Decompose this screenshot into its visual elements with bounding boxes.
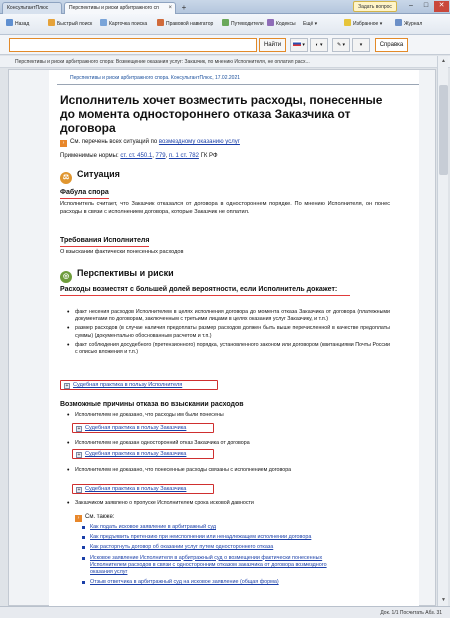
see-also-link[interactable]: Исковое заявление Исполнителя в арбитражный суд о возмещении фактически понесенных Исполнителем расходов в связи с односторонним отказом заказчика от договора возмездного оказания услуг bbox=[90, 554, 327, 576]
scroll-up-icon[interactable]: ▲ bbox=[441, 58, 446, 64]
services-link[interactable]: возмездному оказанию услуг bbox=[158, 139, 240, 145]
list-item: • размер расходов (в случае наличия предоплаты размер расходов должен быть выше перечисленной в качестве предоплаты суммы) (документально обоснованным расчетом и т.п.) bbox=[64, 325, 390, 340]
search-card-button[interactable] bbox=[100, 19, 147, 30]
highlight-icon[interactable]: ✎ ▾ bbox=[332, 38, 350, 52]
header-divider bbox=[57, 84, 419, 85]
tab-label: Перспективы и риски арбитражного сп bbox=[69, 5, 159, 11]
legal-navigator-button[interactable] bbox=[157, 19, 213, 30]
tab-consultant[interactable] bbox=[2, 2, 62, 14]
close-window-icon[interactable]: ✕ bbox=[434, 1, 449, 12]
title-bar bbox=[0, 0, 450, 14]
breadcrumb-bar bbox=[0, 56, 450, 68]
norm-link[interactable]: п. 1 ст. 782 bbox=[168, 153, 199, 159]
ask-question-button[interactable]: Задать вопрос bbox=[353, 1, 397, 12]
star-icon bbox=[344, 19, 351, 26]
guide-icon bbox=[222, 19, 229, 26]
list-prefix: См. перечень всех ситуаций по bbox=[70, 139, 158, 145]
list-item: • Исполнителем не доказан односторонний отказ Заказчика от договора bbox=[64, 440, 390, 447]
see-also-link[interactable]: Отзыв ответчика в арбитражный суд на исковое заявление (общая форма) bbox=[90, 579, 279, 586]
requirements-heading: Требования Исполнителя bbox=[60, 236, 149, 247]
status-bar bbox=[0, 606, 450, 618]
toolbar-label: Журнал bbox=[404, 21, 423, 27]
expand-icon: + bbox=[77, 426, 81, 432]
arrow-right-icon: › bbox=[75, 515, 82, 522]
more-button[interactable]: Ещё ▾ bbox=[303, 21, 318, 27]
practice-link-text[interactable]: Судебная практика в пользу Заказчика bbox=[85, 486, 187, 492]
expand-icon: + bbox=[65, 383, 69, 389]
see-also-list bbox=[82, 524, 332, 589]
list-item: • факт несения расходов Исполнителем в целях исполнения договора до момента отказа Заказчика от договора (платежными документами по договорам, заключенным с третьими лицами в целях оказания услуг Заказчику, и т.п.) bbox=[64, 309, 390, 324]
toolbar-label: Быстрый поиск bbox=[57, 21, 93, 27]
refusal-item-3 bbox=[64, 467, 390, 476]
minimize-icon[interactable]: – bbox=[409, 2, 413, 9]
breadcrumb: Перспективы и риски арбитражного спора: Возмещение оказания услуг: Заказчик, по мнению Исполнителя, не оплатил расх... bbox=[15, 59, 310, 65]
toolbar-label: Правовой навигатор bbox=[166, 21, 214, 27]
back-arrow-icon bbox=[6, 19, 13, 26]
applicable-norms: Применимые нормы: ст. ст. 450.1, 779, п. 1 ст. 782 ГК РФ bbox=[60, 153, 218, 159]
practice-customer-link-3[interactable] bbox=[72, 484, 214, 494]
document-status: Док. 1/1 Посчитать Абз. 31 bbox=[380, 610, 442, 616]
journal-button[interactable] bbox=[395, 19, 422, 30]
find-button[interactable]: Найти bbox=[259, 38, 286, 52]
risks-heading-text: Перспективы и риски bbox=[77, 268, 174, 278]
search-icon bbox=[48, 19, 55, 26]
settings-icon[interactable]: ▾ bbox=[352, 38, 370, 52]
proof-bullets bbox=[64, 309, 390, 358]
toolbar-label: Назад bbox=[15, 21, 30, 27]
codes-icon bbox=[267, 19, 274, 26]
help-button[interactable]: Справка bbox=[375, 38, 408, 52]
favorites-button[interactable]: Избранное ▾ bbox=[344, 19, 382, 30]
new-tab-icon[interactable]: + bbox=[181, 3, 187, 12]
practice-link-text[interactable]: Судебная практика в пользу Исполнителя bbox=[73, 382, 183, 388]
norms-suffix: ГК РФ bbox=[200, 153, 218, 159]
close-tab-icon[interactable]: × bbox=[168, 5, 172, 11]
practice-link-text[interactable]: Судебная практика в пользу Заказчика bbox=[85, 451, 187, 457]
guides-button[interactable] bbox=[222, 19, 264, 30]
norms-prefix: Применимые нормы: bbox=[60, 153, 119, 159]
document-header-line: Перспективы и риски арбитражного спора. КонсультантПлюс, 17.02.2021 bbox=[70, 75, 241, 81]
requirements-text: О взыскании фактически понесенных расходов bbox=[60, 249, 184, 255]
toolbar-label: Ещё bbox=[303, 21, 314, 27]
codes-button[interactable] bbox=[267, 19, 296, 30]
scales-icon: ⚖ bbox=[60, 172, 72, 184]
document-title: Исполнитель хочет возместить расходы, понесенные до момента одностороннего отказа Заказчика от договора bbox=[60, 93, 383, 135]
see-also-link[interactable]: Как подать исковое заявление в арбитражный суд bbox=[90, 524, 217, 530]
practice-customer-link-2[interactable] bbox=[72, 449, 214, 459]
norm-link[interactable]: ст. ст. 450.1 bbox=[120, 153, 153, 159]
text-style-icon[interactable]: ◐ ▾ bbox=[310, 38, 328, 52]
see-also bbox=[75, 513, 114, 522]
expand-icon: + bbox=[77, 452, 81, 458]
list-item: • Исполнителем не доказано, что расходы им были понесены bbox=[64, 412, 390, 419]
list-item[interactable] bbox=[82, 544, 332, 551]
toolbar-label: Путеводители bbox=[231, 21, 264, 27]
situation-heading bbox=[60, 167, 120, 181]
quick-search-button[interactable] bbox=[48, 19, 92, 30]
fabula-text: Исполнитель считает, что Заказчик отказался от договора в одностороннем порядке. По мнению Исполнителя, он понес расходы в связи с исполнением договора, которые Заказчик не оплатил. bbox=[60, 201, 390, 215]
see-also-link[interactable]: Как предъявить претензию при неисполнении или ненадлежащем исполнении договора bbox=[90, 534, 312, 541]
list-item[interactable] bbox=[82, 579, 332, 586]
norm-link[interactable]: 779 bbox=[155, 153, 166, 159]
situations-list-row bbox=[60, 138, 390, 147]
scroll-thumb[interactable] bbox=[439, 85, 448, 175]
toolbar-label: Кодексы bbox=[276, 21, 296, 27]
expand-icon: + bbox=[77, 487, 81, 493]
see-also-link[interactable]: Как расторгнуть договор об оказании услуг путем одностороннего отказа bbox=[90, 544, 274, 551]
refusal-item-1 bbox=[64, 412, 390, 421]
globe-icon: ◎ bbox=[60, 271, 72, 283]
search-input[interactable] bbox=[9, 38, 257, 52]
list-item: • факт соблюдения досудебного (претензионного) порядка, установленного законом или договором (квитанциями Почты России с описью вложения и т.п.) bbox=[64, 342, 390, 357]
card-icon bbox=[100, 19, 107, 26]
practice-customer-link-1[interactable] bbox=[72, 423, 214, 433]
refusal-heading: Возможные причины отказа во взыскании расходов bbox=[60, 401, 244, 408]
refusal-item-4 bbox=[64, 500, 390, 509]
tab-label: КонсультантПлюс bbox=[7, 5, 49, 11]
tab-current-document[interactable] bbox=[64, 2, 176, 14]
fabula-heading: Фабула спора bbox=[60, 188, 109, 199]
situation-heading-text: Ситуация bbox=[77, 169, 120, 179]
arrow-right-icon: › bbox=[60, 140, 67, 147]
list-item[interactable] bbox=[82, 524, 332, 531]
scroll-down-icon[interactable]: ▼ bbox=[441, 597, 446, 603]
see-also-label: См. также: bbox=[85, 514, 115, 520]
list-item: • Заказчиком заявлено о пропуске Исполнителем срока исковой давности bbox=[64, 500, 390, 507]
main-toolbar bbox=[0, 14, 450, 35]
practice-executor-link[interactable] bbox=[60, 380, 218, 390]
list-item[interactable] bbox=[82, 555, 332, 577]
vertical-scrollbar[interactable] bbox=[437, 56, 448, 606]
back-button[interactable] bbox=[6, 19, 29, 30]
navigator-icon bbox=[157, 19, 164, 26]
refusal-item-2 bbox=[64, 440, 390, 449]
toolbar-label: Избранное bbox=[353, 21, 379, 27]
clock-icon bbox=[395, 19, 402, 26]
reimbursement-heading: Расходы возместят с большей долей вероятности, если Исполнитель докажет: bbox=[60, 285, 350, 296]
list-item: • Исполнителем не доказано, что понесенные расходы связаны с исполнением договора bbox=[64, 467, 390, 474]
risks-heading bbox=[60, 266, 174, 280]
toolbar-label: Карточка поиска bbox=[109, 21, 148, 27]
flag-ru-icon[interactable]: ▾ bbox=[290, 38, 308, 52]
list-item[interactable] bbox=[82, 534, 332, 541]
maximize-icon[interactable]: □ bbox=[423, 2, 429, 9]
practice-link-text[interactable]: Судебная практика в пользу Заказчика bbox=[85, 425, 187, 431]
